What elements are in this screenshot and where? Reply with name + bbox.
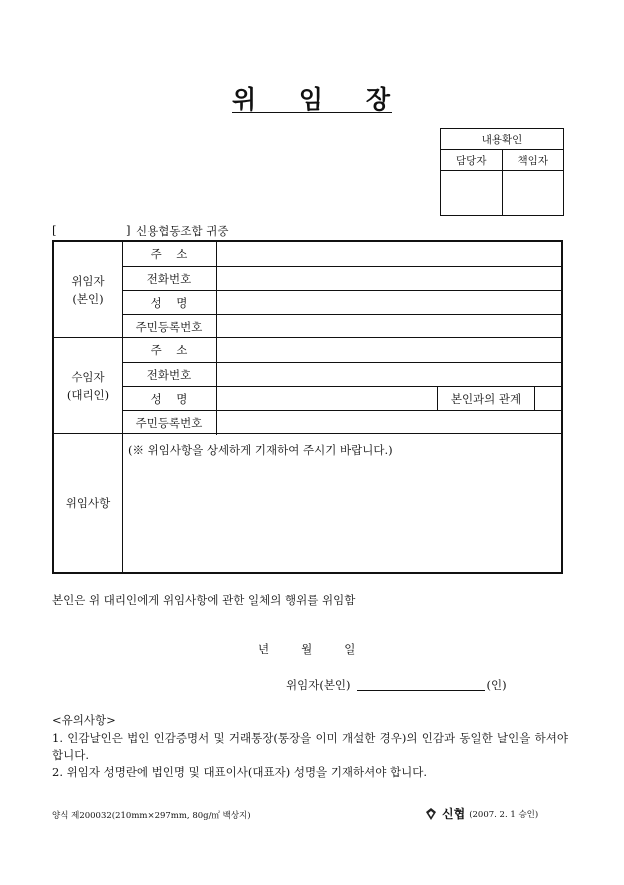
proxy-name-row: [122, 386, 561, 411]
proxy-label-line1: 수임자: [71, 370, 105, 384]
title-char: 임: [298, 85, 326, 114]
delegator-label-line2: (본인): [72, 291, 104, 306]
day-label: 일: [344, 642, 356, 656]
title-char: 장: [365, 85, 392, 114]
relation-label: 본인과의 관계: [437, 387, 535, 411]
title-char: 위: [232, 85, 259, 114]
proxy-phone-row: [122, 362, 561, 387]
resident-number-label: 주민등록번호: [122, 411, 217, 435]
date-line: [258, 641, 355, 657]
staff-column-label: 담당자: [441, 150, 503, 170]
approval-date: (2007. 2. 1 승인): [469, 809, 539, 820]
confirmation-header: 내용확인: [441, 129, 563, 150]
delegator-label-line1: 위임자: [71, 273, 105, 288]
delegation-label: [54, 434, 123, 572]
proxy-name-field[interactable]: [216, 387, 561, 411]
form-info: 양식 제200032(210mm×297mm, 80g/㎡ 백상지): [52, 811, 251, 821]
statement-text: 본인은 위 대리인에게 위임사항에 관한 일체의 행위를 위임함: [52, 593, 356, 607]
proxy-id-field[interactable]: [216, 411, 561, 435]
delegator-address-row: [122, 242, 561, 266]
delegation-label-text: 위임사항: [65, 496, 111, 510]
phone-label: 전화번호: [122, 363, 217, 387]
signature-field[interactable]: [357, 678, 485, 691]
signer-line: [286, 677, 507, 693]
note-item: 1. 인감날인은 법인 인감증명서 및 거래통장(통장을 이미 개설한 경우)의 인감과 동일한 날인을 하셔야 합니다.: [52, 731, 568, 762]
notes-heading: <유의사항>: [52, 713, 116, 727]
delegator-label: [54, 242, 123, 337]
delegation-form-table: [52, 240, 563, 574]
delegator-name-field[interactable]: [216, 291, 561, 315]
phone-label: 전화번호: [122, 267, 217, 291]
proxy-phone-field[interactable]: [216, 363, 561, 387]
footer-brand: [424, 805, 538, 822]
recipient-text: 신용협동조합 귀중: [136, 224, 229, 238]
delegation-section: [54, 433, 561, 572]
delegator-name-row: [122, 290, 561, 315]
name-label: 성 명: [122, 291, 217, 315]
manager-column-label: 책임자: [517, 154, 548, 167]
proxy-label: [54, 338, 123, 434]
proxy-label-line2: (대리인): [66, 388, 110, 402]
delegator-phone-row: [122, 266, 561, 291]
name-label: 성 명: [122, 387, 217, 411]
proxy-section: [54, 337, 561, 434]
delegation-details-field[interactable]: [122, 434, 561, 572]
resident-number-label: 주민등록번호: [122, 315, 217, 338]
proxy-address-field[interactable]: [216, 338, 561, 362]
delegator-address-field[interactable]: [216, 242, 561, 266]
signer-label: 위임자(본인): [286, 678, 351, 692]
delegator-id-field[interactable]: [216, 315, 561, 338]
bracket-open: [: [52, 223, 57, 237]
bracket-close: ]: [126, 223, 131, 237]
brand-name: 신협: [442, 807, 466, 821]
proxy-id-row: [122, 410, 561, 435]
address-label: 주 소: [122, 242, 217, 266]
delegator-id-row: [122, 314, 561, 338]
notes-list: [52, 730, 568, 781]
delegator-phone-field[interactable]: [216, 267, 561, 291]
delegation-note: (※ 위임사항을 상세하게 기재하여 주시기 바랍니다.): [128, 443, 393, 457]
proxy-address-row: [122, 338, 561, 362]
year-label: 년: [258, 642, 270, 656]
staff-signature-cell[interactable]: [441, 171, 503, 216]
confirmation-box: [440, 128, 564, 216]
delegator-section: [54, 242, 561, 337]
note-item: 2. 위임자 성명란에 법인명 및 대표이사(대표자) 성명을 기재하셔야 합니다.: [52, 765, 428, 779]
manager-signature-cell[interactable]: [503, 171, 564, 216]
month-label: 월: [301, 642, 313, 656]
shinhyup-logo-icon: [424, 807, 438, 821]
seal-label: (인): [486, 678, 507, 692]
page-title: [232, 82, 392, 113]
address-label: 주 소: [122, 338, 217, 362]
